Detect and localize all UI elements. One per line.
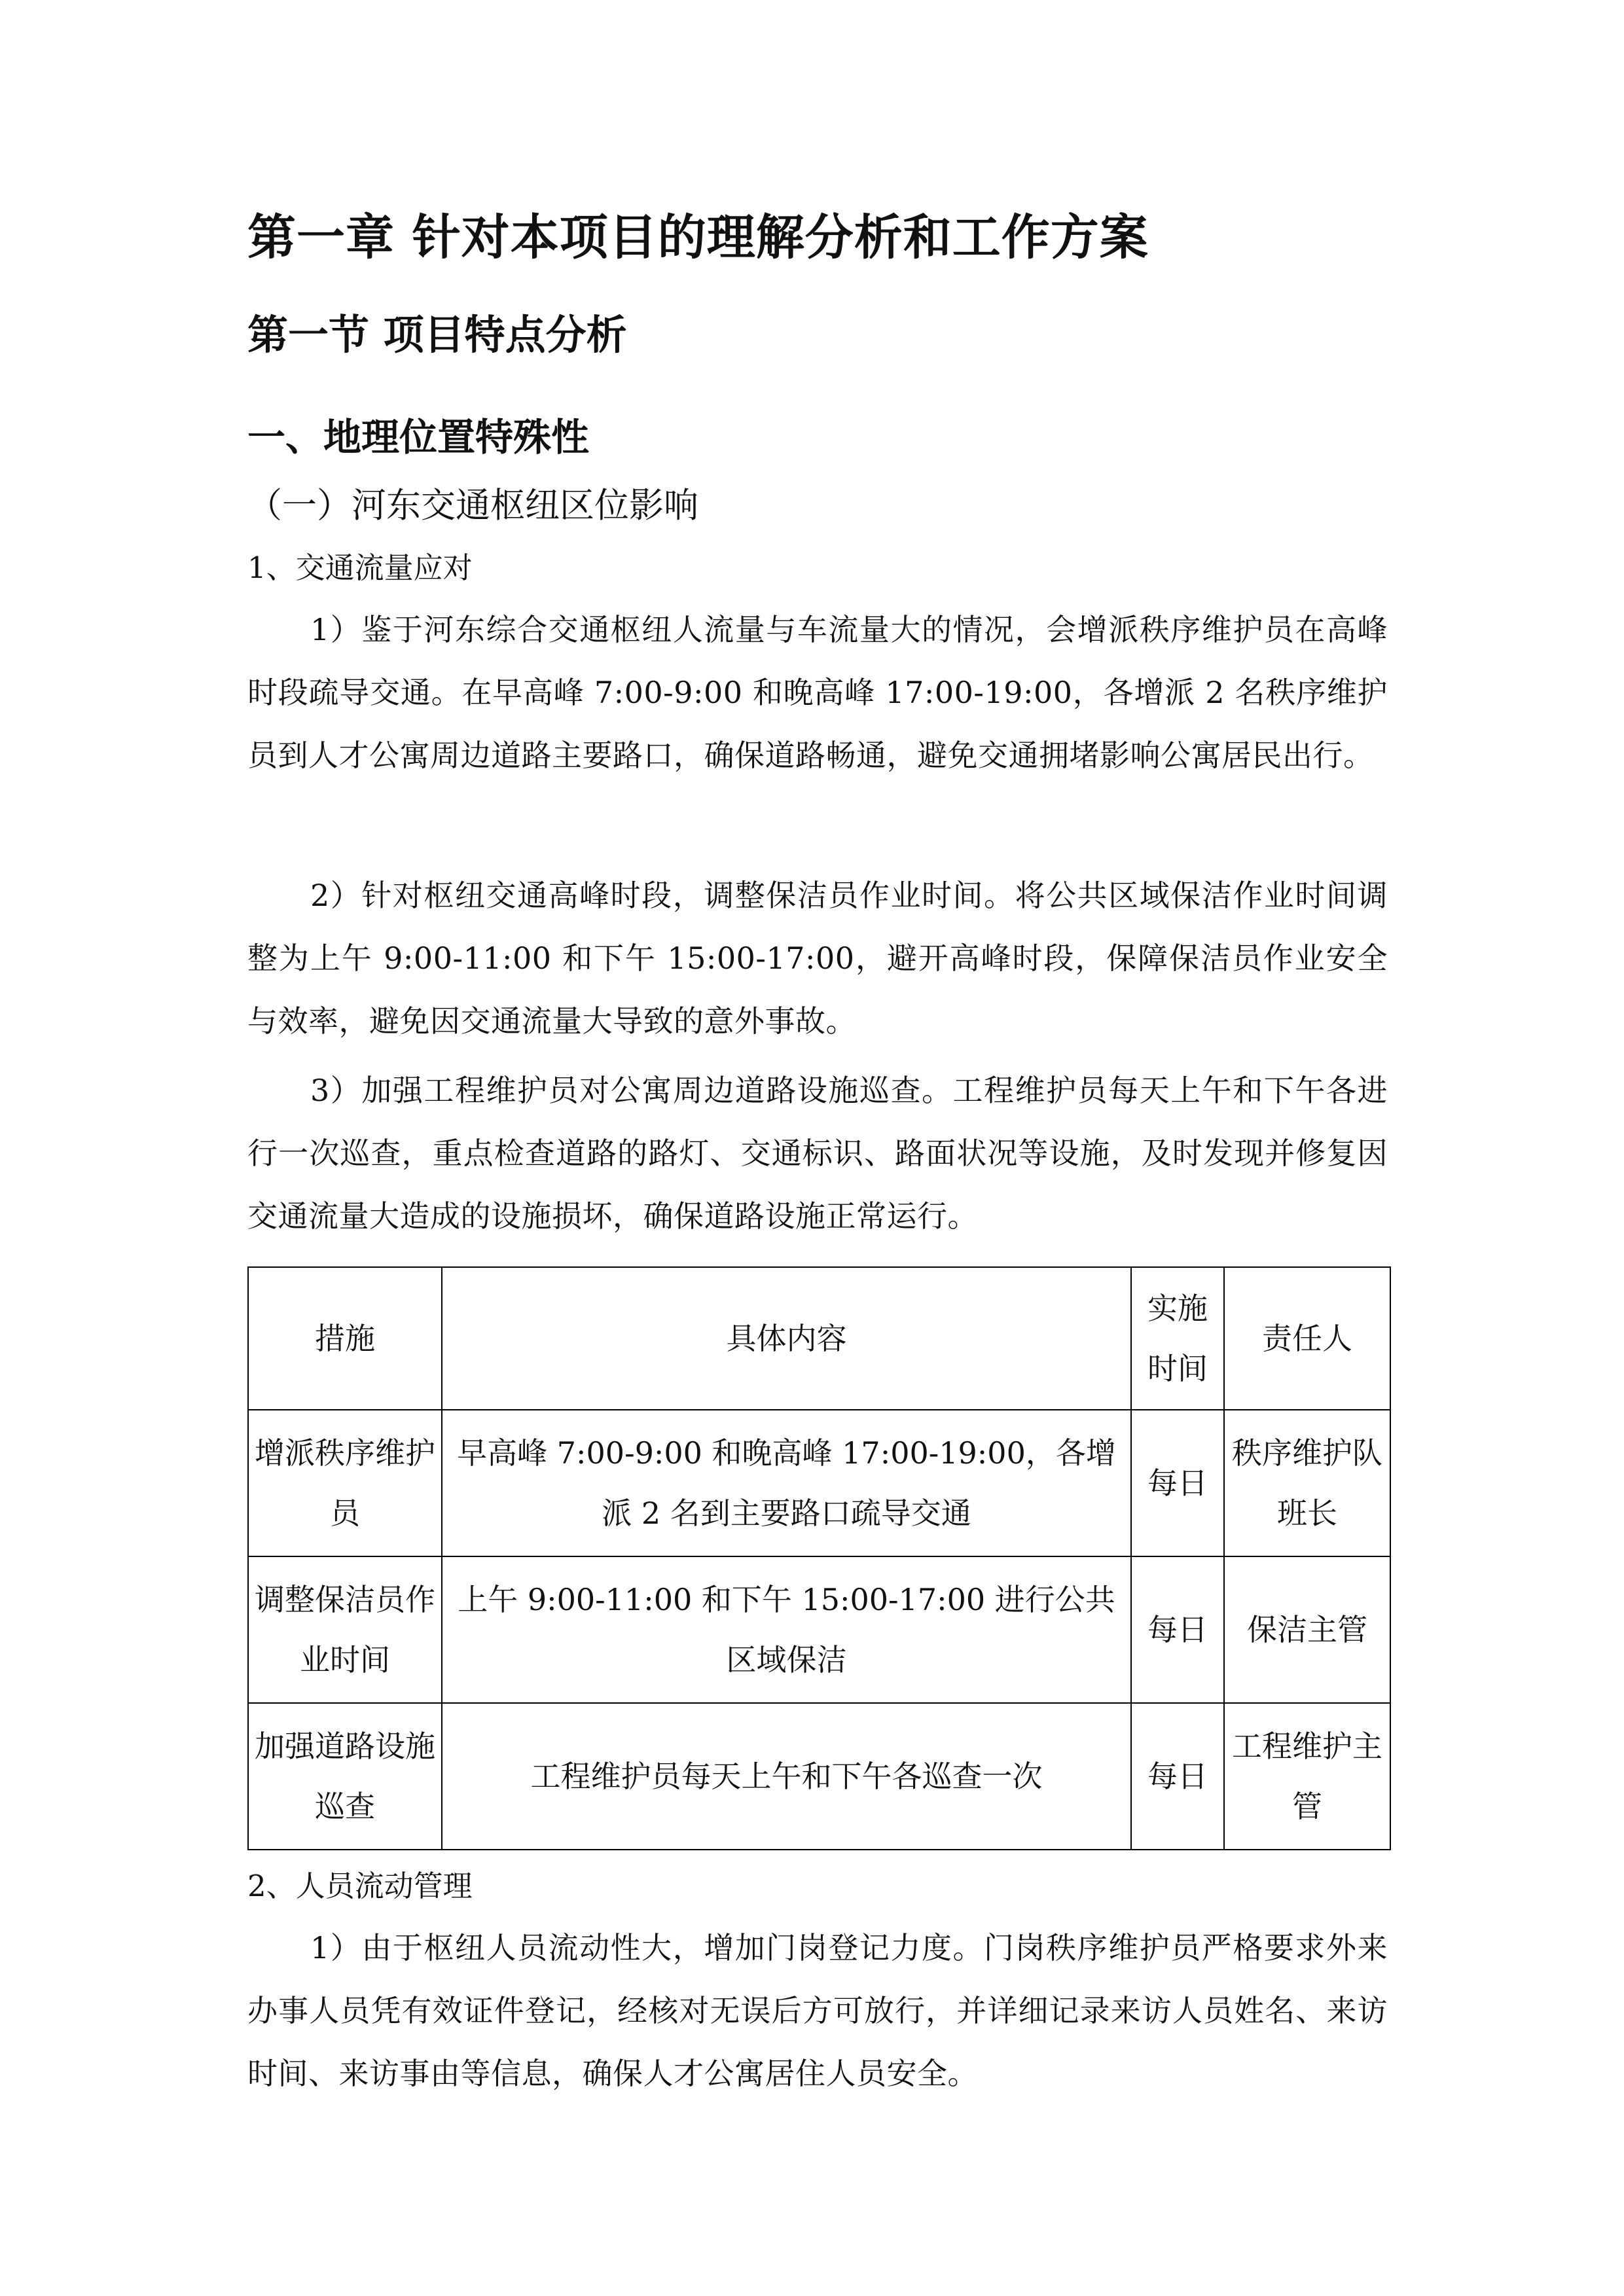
table-header-row [248, 1267, 1390, 1410]
header-cell: 实施时间 [1131, 1267, 1224, 1410]
item2-title: 2、人员流动管理 [247, 1869, 473, 1903]
table-cell: 秩序维护队班长 [1224, 1410, 1390, 1556]
table-cell: 每日 [1131, 1556, 1224, 1703]
subsection-title: 一、地理位置特殊性 [247, 415, 590, 459]
header-cell: 具体内容 [442, 1267, 1131, 1410]
table-cell: 增派秩序维护员 [248, 1410, 442, 1556]
item1-title: 1、交通流量应对 [247, 550, 473, 585]
table-cell: 保洁主管 [1224, 1556, 1390, 1703]
chapter-title: 第一章 针对本项目的理解分析和工作方案 [247, 209, 1149, 266]
table-cell: 加强道路设施巡查 [248, 1703, 442, 1850]
table-cell: 工程维护员每天上午和下午各巡查一次 [442, 1703, 1131, 1850]
table-row [248, 1703, 1390, 1850]
paragraph: 1）鉴于河东综合交通枢纽人流量与车流量大的情况，会增派秩序维护员在高峰时段疏导交通。在早高峰 7:00-9:00 和晚高峰 17:00-19:00，各增派 2 名秩序维护员到人才公寓周边道路主要路口，确保道路畅通，避免交通拥堵影响公寓居民出行。 [247, 612, 1388, 773]
header-cell: 措施 [248, 1267, 442, 1410]
table-row [248, 1556, 1390, 1703]
header-cell: 责任人 [1224, 1267, 1390, 1410]
sub-subsection-title: （一）河东交通枢纽区位影响 [247, 486, 698, 526]
paragraph: 3）加强工程维护员对公寓周边道路设施巡查。工程维护员每天上午和下午各进行一次巡查，重点检查道路的路灯、交通标识、路面状况等设施，及时发现并修复因交通流量大造成的设施损坏，确保道路设施正常运行。 [247, 1073, 1388, 1234]
table-cell: 工程维护主管 [1224, 1703, 1390, 1850]
table-row [248, 1410, 1390, 1556]
table-cell: 每日 [1131, 1703, 1224, 1850]
measures-table [247, 1266, 1391, 1850]
section-title: 第一节 项目特点分析 [247, 311, 627, 359]
table-cell: 上午 9:00-11:00 和下午 15:00-17:00 进行公共区域保洁 [442, 1556, 1131, 1703]
paragraph: 1）由于枢纽人员流动性大，增加门岗登记力度。门岗秩序维护员严格要求外来办事人员凭有效证件登记，经核对无误后方可放行，并详细记录来访人员姓名、来访时间、来访事由等信息，确保人才公寓居住人员安全。 [247, 1930, 1388, 2091]
table-cell: 每日 [1131, 1410, 1224, 1556]
table-cell: 调整保洁员作业时间 [248, 1556, 442, 1703]
table-cell: 早高峰 7:00-9:00 和晚高峰 17:00-19:00，各增派 2 名到主要路口疏导交通 [442, 1410, 1131, 1556]
paragraph: 2）针对枢纽交通高峰时段，调整保洁员作业时间。将公共区域保洁作业时间调整为上午 9:00-11:00 和下午 15:00-17:00，避开高峰时段，保障保洁员作业安全与效率，避免因交通流量大导致的意外事故。 [247, 878, 1388, 1039]
